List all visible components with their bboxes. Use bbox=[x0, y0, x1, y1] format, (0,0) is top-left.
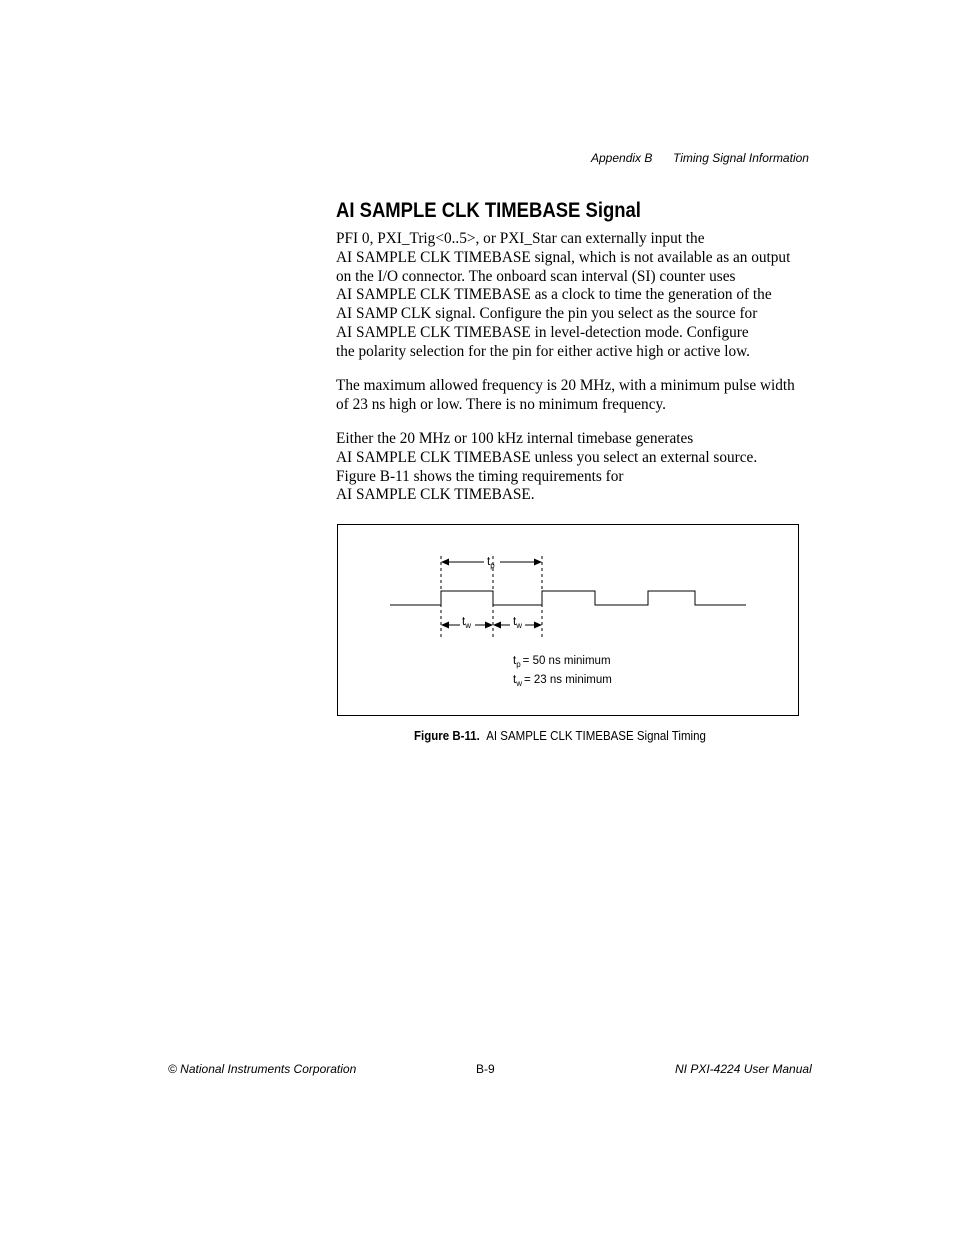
text-line: Figure B-11 shows the timing requirements for bbox=[336, 467, 624, 485]
text-line: on the I/O connector. The onboard scan interval (SI) counter uses bbox=[336, 267, 736, 285]
figure-caption-text: AI SAMPLE CLK TIMEBASE Signal Timing bbox=[486, 729, 706, 743]
text-line: AI SAMPLE CLK TIMEBASE in level-detection mode. Configure bbox=[336, 323, 749, 341]
legend-width: $t_w = 23$ ns minimum bbox=[513, 674, 612, 688]
text-line: AI SAMPLE CLK TIMEBASE unless you select an external source. bbox=[336, 448, 758, 466]
text-line: Either the 20 MHz or 100 kHz internal timebase generates bbox=[336, 430, 694, 447]
timing-diagram bbox=[338, 525, 800, 717]
page-title: AI SAMPLE CLK TIMEBASE Signal bbox=[336, 199, 641, 222]
header-section: Timing Signal Information bbox=[673, 151, 809, 165]
footer-page-number: B-9 bbox=[476, 1062, 495, 1076]
footer-manual-title: NI PXI-4224 User Manual bbox=[675, 1062, 812, 1076]
clock-waveform bbox=[390, 591, 746, 605]
text-line: PFI 0, PXI_Trig<0..5>, or PXI_Star can externally input the bbox=[336, 230, 705, 247]
text-line: the polarity selection for the pin for either active high or active low. bbox=[336, 342, 751, 360]
footer-copyright: © National Instruments Corporation bbox=[168, 1062, 357, 1076]
figure-caption bbox=[414, 728, 706, 744]
text-line: AI SAMP CLK signal. Configure the pin you select as the source for bbox=[336, 305, 758, 323]
period-label: $t_p$ bbox=[487, 556, 495, 570]
paragraph-2 bbox=[336, 377, 806, 415]
figure-caption-label: Figure B-11. bbox=[414, 729, 480, 743]
legend-period: $t_p = 50$ ns minimum bbox=[513, 655, 611, 669]
paragraph-1 bbox=[336, 230, 806, 362]
header-chapter: Appendix B bbox=[591, 151, 653, 165]
width-label-2: $t_w$ bbox=[513, 616, 522, 630]
text-line: The maximum allowed frequency is 20 MHz, with a minimum pulse width bbox=[336, 377, 795, 394]
paragraph-3 bbox=[336, 430, 806, 505]
text-line: AI SAMPLE CLK TIMEBASE as a clock to time the generation of the bbox=[336, 286, 772, 304]
text-line: AI SAMPLE CLK TIMEBASE. bbox=[336, 486, 535, 504]
timing-figure bbox=[337, 524, 799, 716]
text-line: AI SAMPLE CLK TIMEBASE signal, which is not available as an output bbox=[336, 248, 791, 266]
width-label-1: $t_w$ bbox=[462, 616, 471, 630]
text-line: of 23 ns high or low. There is no minimum frequency. bbox=[336, 395, 666, 413]
